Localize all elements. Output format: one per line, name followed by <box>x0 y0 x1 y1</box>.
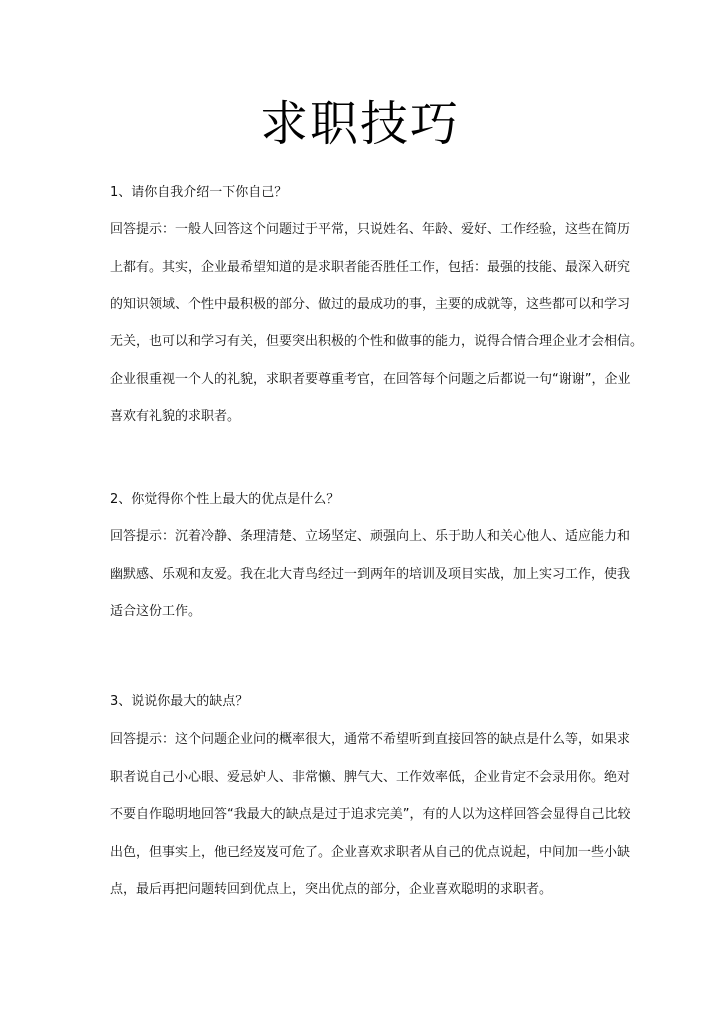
answer-line: 上都有。其实，企业最希望知道的是求职者能否胜任工作，包括：最强的技能、最深入研究 <box>110 260 631 275</box>
answer-line: 企业很重视一个人的礼貌，求职者要尊重考官，在回答每个问题之后都说一句“谢谢”，企业 <box>110 372 631 387</box>
answer-line: 出色，但事实上，他已经岌岌可危了。企业喜欢求职者从自己的优点说起，中间加一些小缺 <box>110 845 631 860</box>
answer-line: 幽默感、乐观和友爱。我在北大青鸟经过一到两年的培训及项目实战，加上实习工作，使我 <box>110 567 631 582</box>
answer-line: 无关，也可以和学习有关，但要突出积极的个性和做事的能力，说得合情合理企业才会相信。 <box>110 334 644 349</box>
document-title: 求职技巧 <box>259 96 460 152</box>
question-3: 3、说说你最大的缺点？ <box>110 694 249 709</box>
question-1: 1、请你自我介绍一下你自己？ <box>110 185 288 200</box>
answer-line: 职者说自己小心眼、爱忌妒人、非常懒、脾气大、工作效率低，企业肯定不会录用你。绝对 <box>110 770 631 785</box>
answer-line: 回答提示：这个问题企业问的概率很大，通常不希望听到直接回答的缺点是什么等，如果求 <box>110 732 631 747</box>
answer-line: 回答提示：一般人回答这个问题过于平常，只说姓名、年龄、爱好、工作经验，这些在简历 <box>110 222 631 237</box>
answer-line: 喜欢有礼貌的求职者。 <box>110 409 241 424</box>
answer-line: 回答提示：沉着冷静、条理清楚、立场坚定、顽强向上、乐于助人和关心他人、适应能力和 <box>110 529 631 544</box>
answer-line: 点，最后再把问题转回到优点上，突出优点的部分，企业喜欢聪明的求职者。 <box>110 882 553 897</box>
answer-line: 的知识领域、个性中最积极的部分、做过的最成功的事，主要的成就等，这些都可以和学习 <box>110 297 631 312</box>
answer-line: 不要自作聪明地回答“我最大的缺点是过于追求完美”，有的人以为这样回答会显得自己比较 <box>110 807 631 822</box>
question-2: 2、你觉得你个性上最大的优点是什么？ <box>110 492 340 507</box>
answer-line: 适合这份工作。 <box>110 604 202 619</box>
